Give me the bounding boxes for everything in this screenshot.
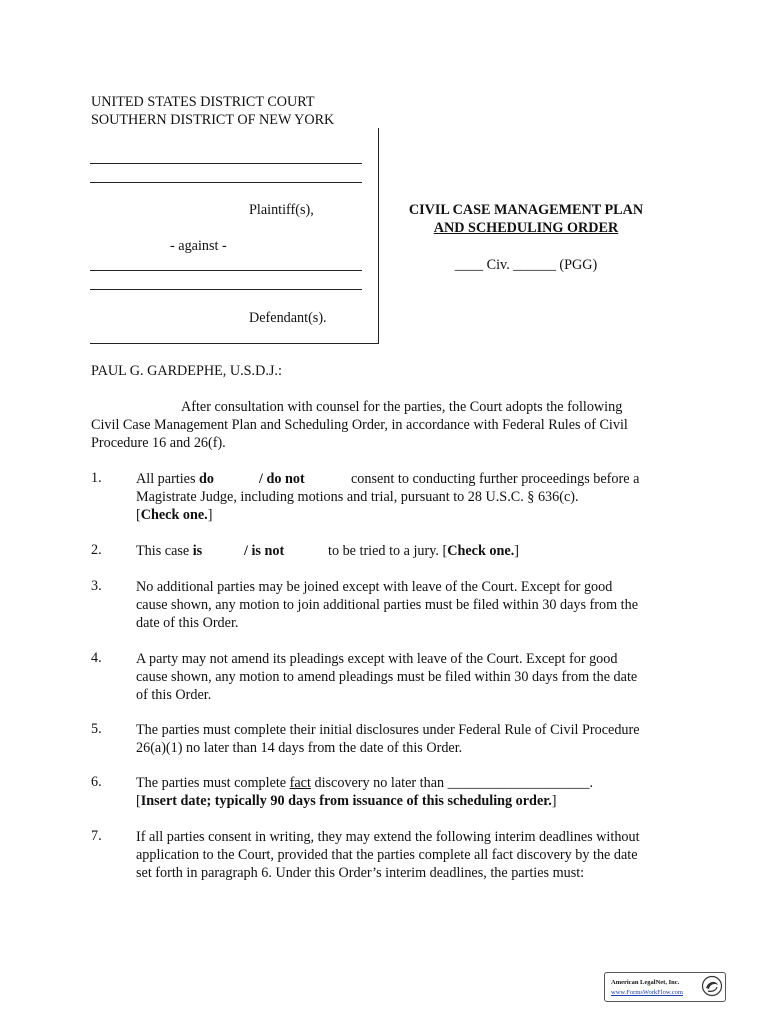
paragraph-line: application to the Court, provided that the parties complete all fact discovery by the date (136, 847, 638, 863)
paragraph-line: of this Order. (136, 687, 212, 703)
paragraph-7 (136, 828, 640, 882)
intro-line-1: After consultation with counsel for the parties, the Court adopts the following (181, 399, 623, 415)
paragraph-line: 26(a)(1) no later than 14 days from the date of this Order. (136, 740, 463, 756)
check-one-instruction: Check one. (447, 543, 515, 559)
paragraph-6-line1: The parties must complete fact discovery no later than ____________________. (136, 775, 594, 791)
paragraph-5 (136, 721, 640, 757)
paragraph-2-text: This case (136, 543, 193, 559)
paragraph-number: 4. (91, 650, 102, 666)
plaintiff-label: Plaintiff(s), (249, 202, 314, 218)
brand-url-link[interactable]: www.FormsWorkFlow.com (611, 989, 683, 996)
plaintiff-blank-line-1 (90, 163, 362, 164)
case-caption-box (90, 128, 379, 344)
paragraph-2-text-rest: to be tried to a jury. [Check one.] (328, 543, 519, 559)
check-one-instruction: Check one. (140, 507, 208, 523)
paragraph-3 (136, 578, 638, 632)
paragraph-line: The parties must complete their initial disclosures under Federal Rule of Civil Procedure (136, 722, 640, 738)
do-not-option: / do not (259, 471, 305, 487)
paragraph-number: 1. (91, 470, 102, 486)
paragraph-number: 7. (91, 828, 102, 844)
paragraph-line: cause shown, any motion to amend pleadings must be filed within 30 days from the date (136, 669, 638, 685)
defendant-label: Defendant(s). (249, 310, 327, 326)
brand-name: American LegalNet, Inc. (611, 979, 680, 986)
paragraph-1-line2: Magistrate Judge, including motions and trial, pursuant to 28 U.S.C. § 636(c). (136, 489, 579, 505)
fact-emphasis: fact (289, 775, 311, 791)
paragraph-line: A party may not amend its pleadings except with leave of the Court. Except for good (136, 651, 618, 667)
paragraph-1 (136, 470, 640, 524)
paragraph-number: 3. (91, 578, 102, 594)
court-name-line2: SOUTHERN DISTRICT OF NEW YORK (91, 112, 335, 128)
paragraph-number: 5. (91, 721, 102, 737)
paragraph-6 (136, 774, 593, 810)
paragraph-line: cause shown, any motion to join additional parties must be filed within 30 days from the (136, 597, 638, 613)
against-label: - against - (170, 238, 227, 254)
paragraph-line: date of this Order. (136, 615, 239, 631)
paragraph-line: set forth in paragraph 6. Under this Order’s interim deadlines, the parties must: (136, 865, 585, 881)
judge-name: PAUL G. GARDEPHE, U.S.D.J.: (91, 363, 282, 379)
intro-line-2: Civil Case Management Plan and Scheduling Order, in accordance with Federal Rules of Civil (91, 417, 628, 433)
document-title-line1: CIVIL CASE MANAGEMENT PLAN (408, 202, 644, 218)
paragraph-1-text: All parties (136, 471, 200, 487)
court-name-line1: UNITED STATES DISTRICT COURT (91, 94, 315, 110)
legalnet-logo-icon (701, 975, 723, 997)
is-not-option: / is not (244, 543, 285, 559)
paragraph-number: 6. (91, 774, 102, 790)
paragraph-1-text-rest: consent to conducting further proceedings before a (351, 471, 640, 487)
paragraph-1-line3: [Check one.] (136, 507, 213, 523)
document-title-line2: AND SCHEDULING ORDER (433, 220, 619, 236)
case-number: ____ Civ. ______ (PGG) (454, 257, 598, 273)
american-legalnet-badge (604, 972, 726, 1002)
defendant-blank-line-1 (90, 270, 362, 271)
is-option: is (192, 543, 203, 559)
intro-line-3: Procedure 16 and 26(f). (91, 435, 226, 451)
paragraph-number: 2. (91, 542, 102, 558)
insert-date-instruction: Insert date; typically 90 days from issuance of this scheduling order. (140, 793, 552, 809)
paragraph-line: If all parties consent in writing, they may extend the following interim deadlines without (136, 829, 640, 845)
do-option: do (199, 471, 215, 487)
paragraph-2 (136, 542, 519, 560)
defendant-blank-line-2 (90, 289, 362, 290)
paragraph-6-line2: [Insert date; typically 90 days from issuance of this scheduling order.] (136, 793, 557, 809)
plaintiff-blank-line-2 (90, 182, 362, 183)
paragraph-line: No additional parties may be joined except with leave of the Court. Except for good (136, 579, 613, 595)
paragraph-4 (136, 650, 637, 704)
